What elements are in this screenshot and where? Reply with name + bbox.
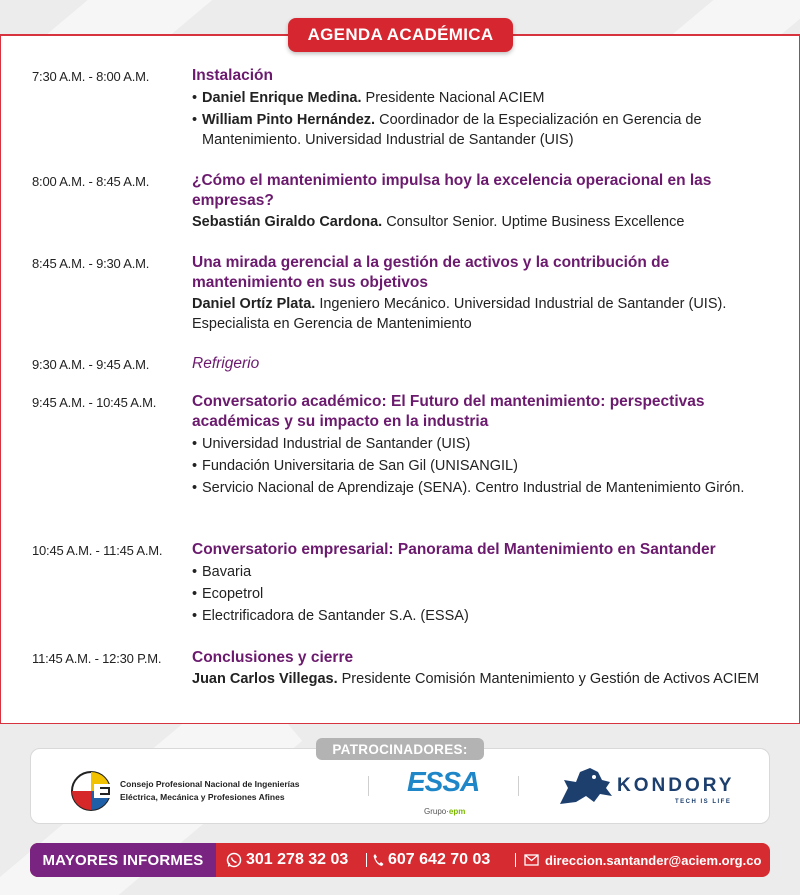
list-item: • Universidad Industrial de Santander (UIS) <box>192 434 777 454</box>
sponsors-label: PATROCINADORES: <box>316 738 484 760</box>
email-contact[interactable] <box>524 843 761 877</box>
speaker-line <box>192 212 777 232</box>
phone-number: 607 642 70 03 <box>388 851 491 868</box>
consejo-line: Consejo Profesional Nacional de Ingenierías <box>120 779 300 789</box>
speaker-role: Presidente Comisión Mantenimiento y Gestión de Activos ACIEM <box>337 671 760 687</box>
list-item: • Electrificadora de Santander S.A. (ESSA) <box>192 606 777 626</box>
speaker-role: Presidente Nacional ACIEM <box>361 90 545 106</box>
email-address: direccion.santander@aciem.org.co <box>545 852 762 868</box>
epm-brand: epm <box>448 807 466 816</box>
speaker-line <box>192 294 777 334</box>
speaker-name: Daniel Enrique Medina. <box>202 90 362 106</box>
session-title: Conversatorio empresarial: Panorama del Mantenimiento en Santander <box>192 541 716 558</box>
session-time: 9:45 A.M. - 10:45 A.M. <box>32 395 157 410</box>
mail-icon <box>524 854 539 866</box>
phone-contact[interactable] <box>372 843 490 877</box>
session-content <box>192 171 777 232</box>
session-time: 11:45 A.M. - 12:30 P.M. <box>32 651 162 666</box>
speaker-line <box>192 669 777 689</box>
session-time: 8:00 A.M. - 8:45 A.M. <box>32 174 150 189</box>
divider <box>368 776 369 796</box>
list-item: • Fundación Universitaria de San Gil (UNISANGIL) <box>192 456 777 476</box>
speaker-role: Coordinador de la Especialización en Gerencia de Mantenimiento. Universidad Industrial de Santander (UIS) <box>202 112 702 148</box>
session-time: 8:45 A.M. - 9:30 A.M. <box>32 256 150 271</box>
speaker-role: Consultor Senior. Uptime Business Excellence <box>382 214 685 230</box>
session-time: 7:30 A.M. - 8:00 A.M. <box>32 69 150 84</box>
speaker-bullet <box>192 88 777 108</box>
speaker-role: Ingeniero Mecánico. Universidad Industrial de Santander (UIS). Especialista en Gerencia de Mantenimiento <box>192 296 727 332</box>
session-title: ¿Cómo el mantenimiento impulsa hoy la excelencia operacional en las empresas? <box>192 172 712 209</box>
speaker-name: Sebastián Giraldo Cardona. <box>192 214 383 230</box>
speaker-name: Daniel Ortíz Plata. <box>192 296 316 312</box>
whatsapp-contact[interactable] <box>226 843 348 877</box>
page-title: AGENDA ACADÉMICA <box>288 18 513 52</box>
consejo-line: Eléctrica, Mecánica y Profesiones Afines <box>120 792 285 802</box>
kondory-tagline: TECH IS LIFE <box>675 799 732 805</box>
consejo-logo-icon <box>70 770 112 812</box>
list-item: • Servicio Nacional de Aprendizaje (SENA). Centro Industrial de Mantenimiento Girón. <box>192 478 777 498</box>
session-content <box>192 66 777 150</box>
contact-bar <box>30 843 770 877</box>
session-time: 10:45 A.M. - 11:45 A.M. <box>32 543 163 558</box>
condor-logo-icon <box>558 766 616 806</box>
session-title: Una mirada gerencial a la gestión de activos y la contribución de mantenimiento en sus objetivos <box>192 254 670 291</box>
consejo-logo-text <box>120 778 300 804</box>
divider <box>366 853 367 867</box>
list-item: • Ecopetrol <box>192 584 777 604</box>
speaker-name: William Pinto Hernández. <box>202 112 376 128</box>
whatsapp-number: 301 278 32 03 <box>246 851 349 868</box>
kondory-logo: KONDORY <box>617 775 735 796</box>
essa-logo: ESSA <box>407 766 480 797</box>
session-title: Conclusiones y cierre <box>192 649 354 666</box>
session-title: Instalación <box>192 67 273 84</box>
essa-group-label <box>424 807 465 816</box>
session-title: Conversatorio académico: El Futuro del mantenimiento: perspectivas académicas y su impacto en la industria <box>192 393 705 430</box>
session-time: 9:30 A.M. - 9:45 A.M. <box>32 357 150 372</box>
session-content <box>192 354 777 374</box>
list-item: • Bavaria <box>192 562 777 582</box>
divider <box>515 853 516 867</box>
contact-label: MAYORES INFORMES <box>30 843 216 877</box>
session-content <box>192 392 777 498</box>
whatsapp-icon <box>226 852 242 868</box>
session-content <box>192 648 777 689</box>
divider <box>518 776 519 796</box>
break-title: Refrigerio <box>192 355 260 372</box>
speaker-name: Juan Carlos Villegas. <box>192 671 338 687</box>
phone-icon <box>372 853 384 867</box>
essa-group-prefix: Grupo· <box>424 807 449 816</box>
session-content <box>192 253 777 334</box>
speaker-bullet <box>192 110 777 150</box>
session-content <box>192 540 777 626</box>
